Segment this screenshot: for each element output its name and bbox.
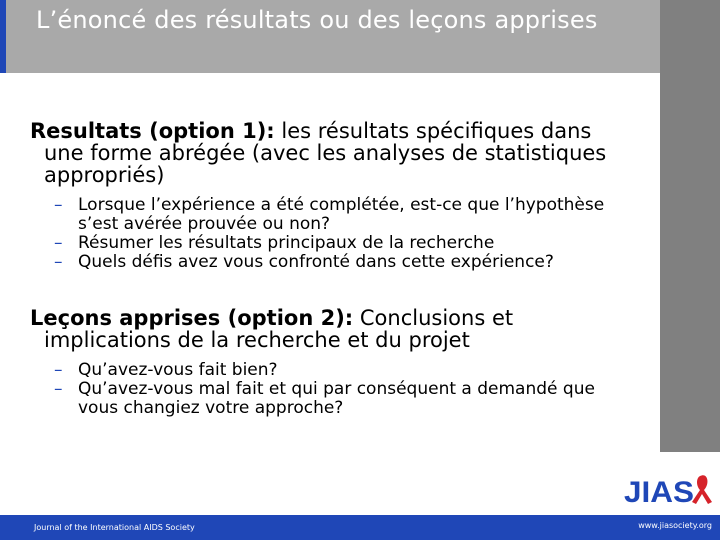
slide-content [30,120,610,418]
list-item-text: Qu’avez-vous fait bien? [78,360,278,380]
ribbon-icon [692,475,712,504]
dash-bullet-icon: – [54,195,63,215]
list-item [54,196,610,234]
lessons-sublist [30,361,610,418]
results-point [30,120,610,186]
list-item-text: Lorsque l’expérience a été complétée, est-ce que l’hypothèse s’est avérée prouvée ou non? [78,195,605,234]
lessons-point [30,307,610,351]
footer-bar [0,515,720,540]
list-item [54,253,610,272]
section-results [30,120,610,272]
list-item-text: Résumer les résultats principaux de la recherche [78,233,495,253]
results-text: les résultats spécifiques dans une forme abrégée (avec les analyses de statistiques appropriés) [44,119,607,187]
jias-logo-text: JIAS [624,476,694,508]
list-item-text: Quels défis avez vous confronté dans cette expérience? [78,252,554,272]
footer-website: www.jiasociety.org [638,521,712,530]
section-lessons [30,307,610,418]
list-item [54,234,610,253]
list-item-text: Qu’avez-vous mal fait et qui par conséquent a demandé que vous changiez votre approche? [78,379,595,418]
slide-title: L’énoncé des résultats ou des leçons apprises [36,6,598,34]
dash-bullet-icon: – [54,252,63,272]
list-item [54,380,610,418]
lessons-text: Conclusions et implications de la recherche et du projet [44,306,514,352]
lessons-heading: Leçons apprises (option 2): [30,306,354,330]
results-heading: Resultats (option 1): [30,119,275,143]
dash-bullet-icon: – [54,379,63,399]
footer-journal-name: Journal of the International AIDS Society [34,523,195,532]
results-sublist [30,196,610,272]
list-item [54,361,610,380]
dash-bullet-icon: – [54,360,63,380]
right-decorative-stripe [660,0,720,452]
title-accent-bar [0,0,6,73]
jias-logo [622,472,718,508]
dash-bullet-icon: – [54,233,63,253]
